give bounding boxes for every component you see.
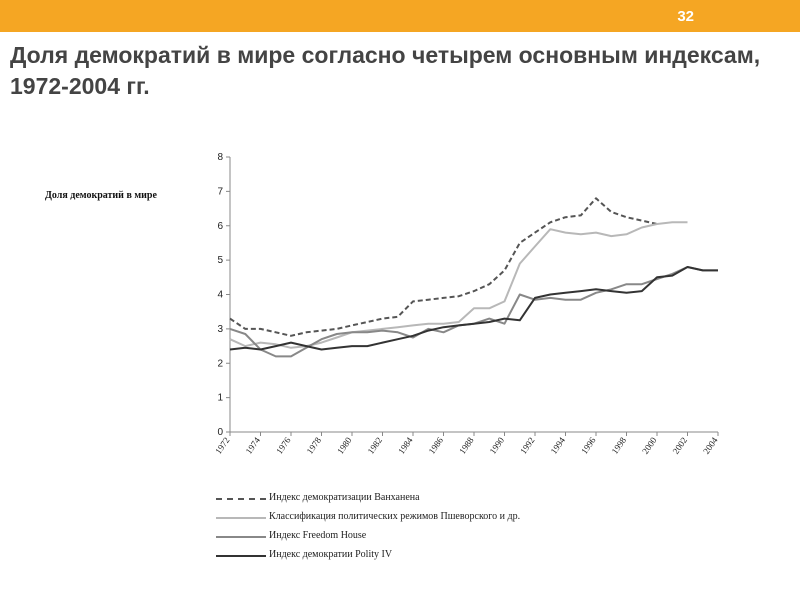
series-line-3 bbox=[230, 267, 718, 356]
x-tick-label: 1972 bbox=[213, 435, 232, 456]
x-tick-label: 1984 bbox=[396, 435, 415, 456]
x-tick-label: 1992 bbox=[518, 435, 537, 456]
x-tick-label: 1974 bbox=[243, 435, 263, 456]
series-line-2 bbox=[230, 222, 688, 347]
legend-swatch bbox=[216, 555, 266, 557]
y-tick-label: 4 bbox=[217, 289, 223, 301]
legend-swatch bbox=[216, 536, 266, 538]
x-tick-label: 1998 bbox=[609, 435, 629, 456]
x-tick-label: 2002 bbox=[670, 435, 690, 456]
slide-title: Доля демократий в мире согласно четырем основным индексам, 1972-2004 гг. bbox=[10, 42, 761, 99]
x-tick-label: 2004 bbox=[701, 435, 720, 456]
legend-label: Индекс Freedom House bbox=[269, 530, 367, 541]
y-tick-label: 3 bbox=[217, 323, 223, 335]
x-tick-label: 1996 bbox=[579, 435, 598, 456]
x-tick-label: 1988 bbox=[457, 435, 476, 456]
x-tick-label: 1976 bbox=[274, 435, 293, 456]
series-line-1 bbox=[230, 198, 657, 335]
legend-swatch bbox=[216, 517, 266, 519]
legend-label: Классификация политических режимов Пшеворского и др. bbox=[269, 511, 521, 522]
y-tick-label: 8 bbox=[217, 152, 223, 163]
y-tick-label: 2 bbox=[217, 358, 223, 370]
x-tick-label: 1990 bbox=[487, 435, 507, 456]
x-tick-label: 1980 bbox=[335, 435, 354, 456]
x-tick-label: 2000 bbox=[640, 435, 659, 456]
x-tick-label: 1978 bbox=[304, 435, 324, 456]
legend-swatch bbox=[216, 498, 266, 500]
y-tick-label: 0 bbox=[217, 427, 223, 438]
y-tick-label: 5 bbox=[217, 255, 223, 267]
legend-label: Индекс демократии Polity IV bbox=[269, 549, 393, 560]
x-tick-label: 1986 bbox=[426, 435, 446, 456]
y-tick-label: 1 bbox=[217, 392, 223, 404]
x-tick-label: 1982 bbox=[365, 435, 385, 456]
y-tick-label: 7 bbox=[217, 186, 223, 198]
y-tick-label: 6 bbox=[217, 220, 223, 232]
legend-label: Индекс демократизации Ванханена bbox=[269, 492, 420, 503]
y-axis-title: Доля демократий в мире bbox=[45, 190, 157, 201]
x-tick-label: 1994 bbox=[548, 435, 568, 456]
slide-number: 32 bbox=[677, 8, 694, 25]
